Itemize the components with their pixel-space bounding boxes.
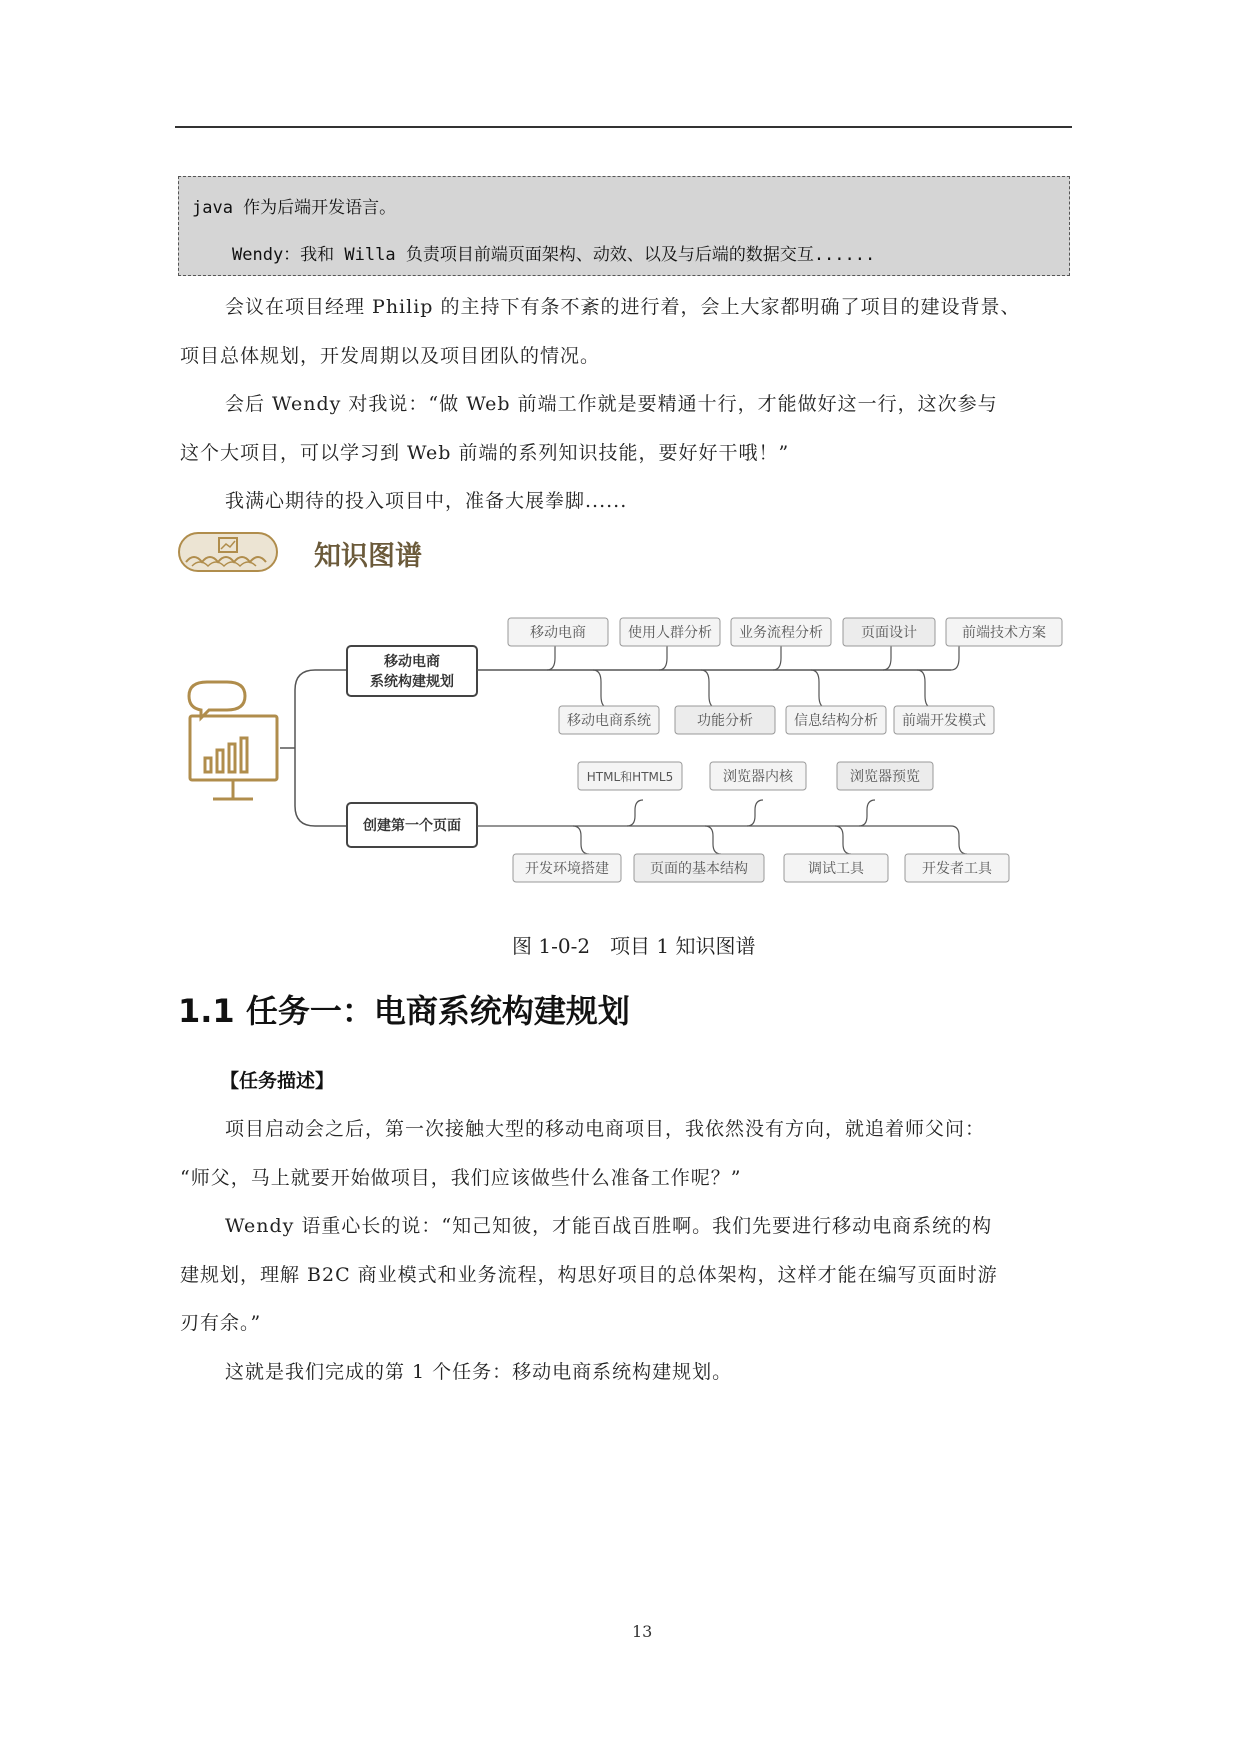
branch-1-top-nodes [508, 618, 1062, 646]
figure-caption: 图 1-0-2 项目 1 知识图谱 [512, 934, 756, 958]
section-badge-title: 知识图谱 [314, 541, 422, 572]
section-heading: 1.1 任务一：电商系统构建规划 [178, 992, 630, 1030]
branch-2-bottom-nodes [513, 854, 1009, 882]
node-b2-bottom-0: 开发环境搭建 [525, 861, 609, 877]
task-paragraph-1-line-2: “师父，马上就要开始做项目，我们应该做些什么准备工作呢？” [180, 1167, 742, 1189]
node-b1-top-3: 页面设计 [861, 625, 917, 641]
node-b2-top-0: HTML和HTML5 [586, 770, 674, 784]
branch-2-label: 创建第一个页面 [363, 818, 461, 834]
node-b1-bottom-1: 功能分析 [697, 713, 753, 729]
monitor-chart-icon [189, 682, 277, 799]
node-b1-top-4: 前端技术方案 [962, 625, 1046, 641]
note-line-1: java 作为后端开发语言。 [192, 198, 397, 218]
task-paragraph-1-line-1: 项目启动会之后，第一次接触大型的移动电商项目，我依然没有方向，就追着师父问： [225, 1118, 986, 1140]
header-rule [175, 126, 1072, 128]
task-paragraph-2-line-3: 刃有余。” [180, 1312, 262, 1334]
node-b1-bottom-3: 前端开发模式 [902, 713, 986, 729]
node-b1-bottom-0: 移动电商系统 [567, 713, 651, 729]
branch-1-label-line-1: 移动电商 [384, 654, 440, 670]
node-b1-top-2: 业务流程分析 [739, 625, 823, 641]
node-b1-top-0: 移动电商 [530, 625, 586, 641]
knowledge-mindmap [175, 598, 1075, 898]
chart-badge-icon [178, 532, 278, 572]
task-paragraph-2-line-2: 建规划，理解 B2C 商业模式和业务流程，构思好项目的总体架构，这样才能在编写页面时游 [180, 1264, 998, 1286]
task-description-heading: 【任务描述】 [220, 1070, 335, 1092]
branch-1-label-line-2: 系统构建规划 [370, 674, 454, 690]
node-b2-bottom-2: 调试工具 [808, 861, 864, 877]
task-paragraph-3: 这就是我们完成的第 1 个任务：移动电商系统构建规划。 [225, 1361, 733, 1383]
paragraph-1-line-2: 项目总体规划，开发周期以及项目团队的情况。 [180, 345, 601, 367]
task-paragraph-2-line-1: Wendy 语重心长的说：“知己知彼，才能百战百胜啊。我们先要进行移动电商系统的构 [225, 1215, 993, 1237]
node-b1-top-1: 使用人群分析 [628, 625, 712, 641]
branch-1-bottom-nodes [559, 706, 994, 734]
paragraph-2-line-1: 会后 Wendy 对我说：“做 Web 前端工作就是要精通十行，才能做好这一行，这次参与 [225, 393, 998, 415]
note-line-2: Wendy：我和 Willa 负责项目前端页面架构、动效、以及与后端的数据交互...... [232, 245, 876, 265]
paragraph-1-line-1: 会议在项目经理 Philip 的主持下有条不紊的进行着，会上大家都明确了项目的建设背景、 [225, 296, 1021, 318]
page-number: 13 [632, 1622, 653, 1641]
node-b2-top-2: 浏览器预览 [850, 769, 920, 785]
node-b2-top-1: 浏览器内核 [723, 769, 793, 785]
paragraph-2-line-2: 这个大项目，可以学习到 Web 前端的系列知识技能，要好好干哦！” [180, 442, 790, 464]
branch-2-top-nodes [578, 762, 933, 790]
node-b2-bottom-1: 页面的基本结构 [650, 861, 748, 877]
node-b1-bottom-2: 信息结构分析 [794, 713, 878, 729]
node-b2-bottom-3: 开发者工具 [922, 861, 992, 877]
paragraph-3: 我满心期待的投入项目中，准备大展拳脚...... [225, 490, 628, 512]
